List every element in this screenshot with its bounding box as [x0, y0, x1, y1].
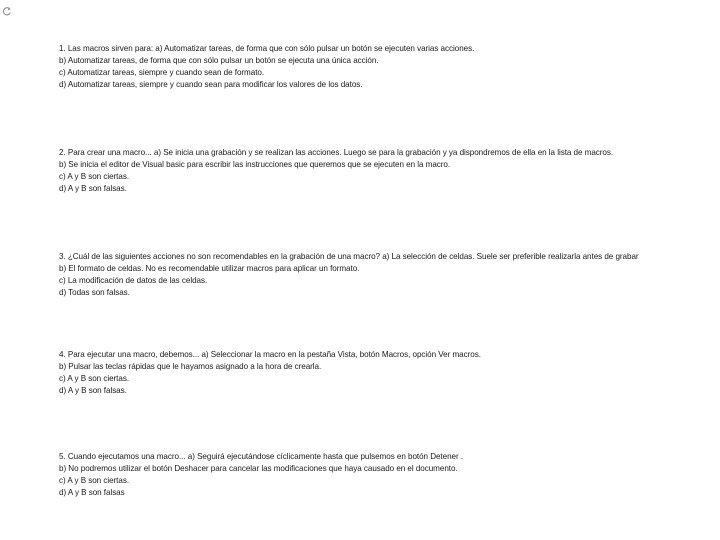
- question-5-option-d: d) A y B son falsas: [59, 488, 125, 497]
- question-2-option-c: c) A y B son ciertas.: [59, 172, 130, 181]
- question-2-option-d: d) A y B son falsas.: [59, 184, 127, 193]
- question-3-option-c: c) La modificación de datos de las celdas.: [59, 276, 208, 285]
- question-1: [59, 43, 649, 91]
- question-5-option-b: b) No podremos utilizar el botón Deshacer para cancelar las modificaciones que haya causado en el documento.: [59, 464, 458, 473]
- question-5: [59, 451, 649, 499]
- question-5-prompt: 5. Cuando ejecutamos una macro... a) Seguirá ejecutándose cíclicamente hasta que pulsemos en botón Detener .: [59, 452, 464, 461]
- question-1-option-b: b) Automatizar tareas, de forma que con sólo pulsar un botón se ejecuta una única acción.: [59, 56, 379, 65]
- question-4-option-d: d) A y B son falsas.: [59, 386, 127, 395]
- question-5-option-c: c) A y B son ciertas.: [59, 476, 130, 485]
- question-4-option-b: b) Pulsar las teclas rápidas que le hayamos asignado a la hora de crearla.: [59, 362, 322, 371]
- question-1-option-c: c) Automatizar tareas, siempre y cuando sean de formato.: [59, 68, 265, 77]
- question-1-option-d: d) Automatizar tareas, siempre y cuando sean para modificar los valores de los datos.: [59, 80, 363, 89]
- question-4: [59, 349, 649, 397]
- question-2: [59, 147, 649, 195]
- question-3: [59, 251, 649, 299]
- question-2-prompt: 2. Para crear una macro... a) Se inicia una grabación y se realizan las acciones. Luego se para la grabación y ya dispondremos de ella en la lista de macros.: [59, 148, 614, 157]
- question-3-option-b: b) El formato de celdas. No es recomendable utilizar macros para aplicar un formato.: [59, 264, 360, 273]
- refresh-icon: [2, 6, 12, 16]
- question-3-option-d: d) Todas son falsas.: [59, 288, 130, 297]
- question-3-prompt: 3. ¿Cuál de las siguientes acciones no son recomendables en la grabación de una macro? a) La selección de celdas. Suele ser preferible realizarla antes de grabar: [59, 252, 639, 261]
- question-4-prompt: 4. Para ejecutar una macro, debemos... a) Seleccionar la macro en la pestaña Vista, botón Macros, opción Ver macros.: [59, 350, 481, 359]
- question-2-option-b: b) Se inicia el editor de Visual basic para escribir las instrucciones que queremos que se ejecuten en la macro.: [59, 160, 451, 169]
- question-1-prompt: 1. Las macros sirven para: a) Automatizar tareas, de forma que con sólo pulsar un botón se ejecuten varias acciones.: [59, 44, 475, 53]
- question-4-option-c: c) A y B son ciertas.: [59, 374, 130, 383]
